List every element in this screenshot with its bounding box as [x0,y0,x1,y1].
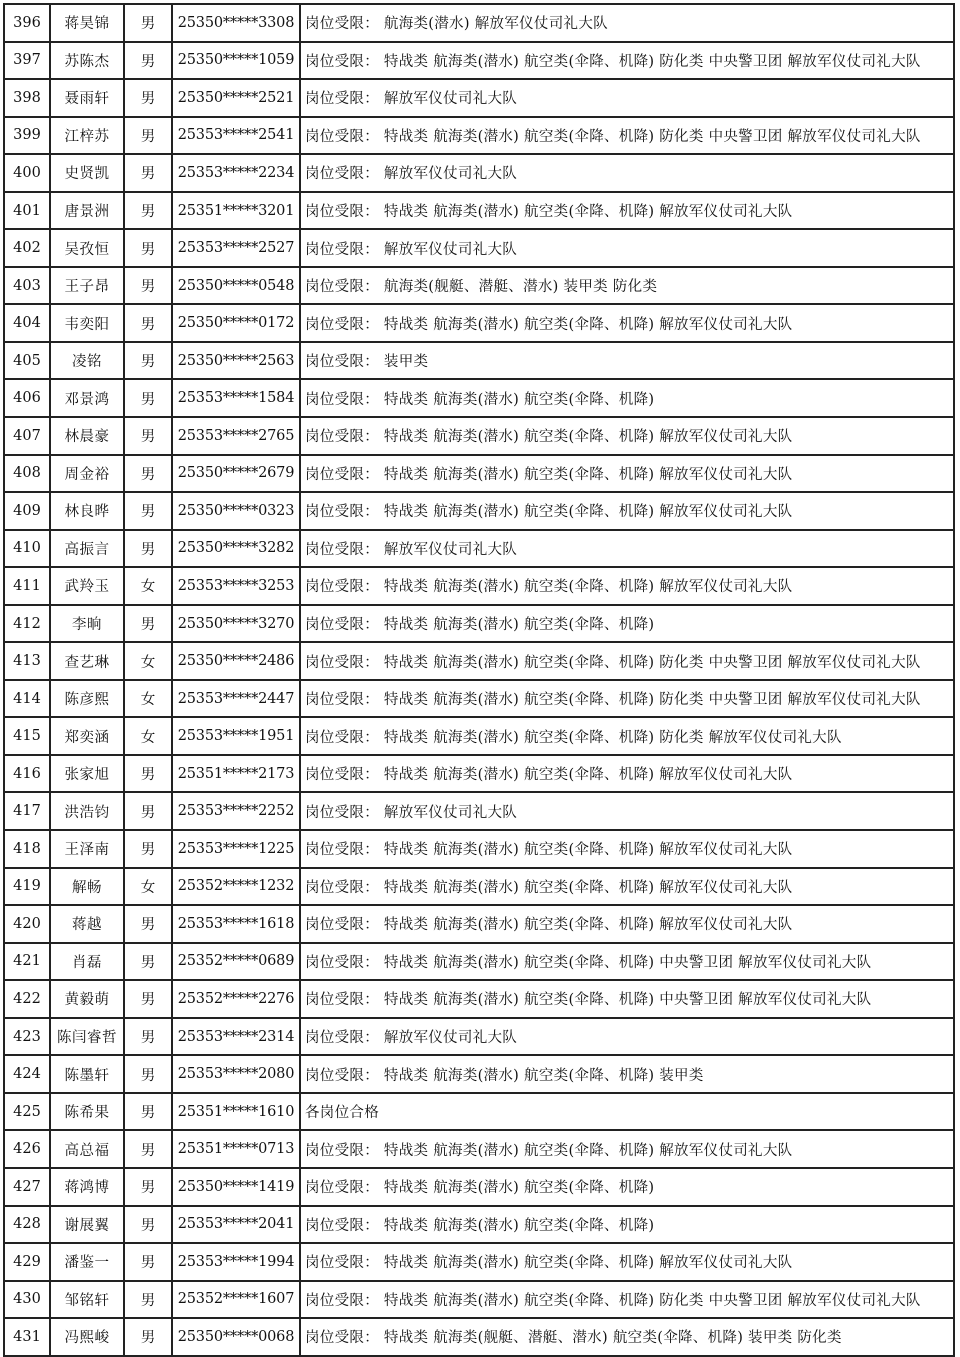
table-row [5,493,953,531]
person-name: 武羚玉 [51,568,125,604]
table-row [5,906,953,944]
post-restriction-note: 岗位受限： 特战类 航海类(舰艇、潜艇、潜水) 航空类(伞降、机降) 装甲类 防化类 [305,1330,842,1347]
post-restriction-note: 岗位受限： 特战类 航海类(潜水) 航空类(伞降、机降) 解放军仪仗司礼大队 [305,842,793,859]
table-row [5,1056,953,1094]
table-row [5,43,953,81]
id-number: 25353*****2314 [173,1019,301,1055]
gender: 男 [125,268,173,304]
table-row [5,1169,953,1207]
id-number: 25350*****1059 [173,43,301,79]
gender: 男 [125,380,173,416]
gender: 男 [125,981,173,1017]
person-name: 查艺琳 [51,643,125,679]
post-restriction-note: 岗位受限： 特战类 航海类(潜水) 航空类(伞降、机降) 防化类 中央警卫团 解放军仪仗司礼大队 [305,654,921,671]
row-number: 396 [5,5,51,41]
post-restriction-note: 岗位受限： 特战类 航海类(潜水) 航空类(伞降、机降) 解放军仪仗司礼大队 [305,579,793,596]
table-row [5,568,953,606]
id-number: 25352*****0689 [173,944,301,980]
id-number: 25350*****2679 [173,456,301,492]
post-restriction-note: 岗位受限： 特战类 航海类(潜水) 航空类(伞降、机降) 防化类 中央警卫团 解放军仪仗司礼大队 [305,53,921,70]
gender: 女 [125,568,173,604]
post-restriction-note: 岗位受限： 解放军仪仗司礼大队 [305,166,518,183]
gender: 男 [125,456,173,492]
person-name: 郑奕涵 [51,718,125,754]
gender: 男 [125,193,173,229]
id-number: 25353*****1951 [173,718,301,754]
row-number: 407 [5,418,51,454]
id-number: 25352*****2276 [173,981,301,1017]
post-restriction-note: 岗位受限： 特战类 航海类(潜水) 航空类(伞降、机降) 解放军仪仗司礼大队 [305,879,793,896]
gender: 男 [125,1131,173,1167]
row-number: 403 [5,268,51,304]
person-name: 苏陈杰 [51,43,125,79]
gender: 男 [125,793,173,829]
table-row [5,343,953,381]
row-number: 402 [5,230,51,266]
post-restriction-note: 岗位受限： 特战类 航海类(潜水) 航空类(伞降、机降) 装甲类 [305,1067,704,1084]
person-name: 林良晔 [51,493,125,529]
person-name: 蒋昊锦 [51,5,125,41]
id-number: 25353*****1225 [173,831,301,867]
post-restriction-note: 岗位受限： 特战类 航海类(潜水) 航空类(伞降、机降) 防化类 中央警卫团 解放军仪仗司礼大队 [305,128,921,145]
table-row [5,831,953,869]
post-restriction-note: 岗位受限： 特战类 航海类(潜水) 航空类(伞降、机降) 解放军仪仗司礼大队 [305,429,793,446]
post-restriction-note: 岗位受限： 特战类 航海类(潜水) 航空类(伞降、机降) [305,617,655,634]
person-name: 王泽南 [51,831,125,867]
id-number: 25350*****0548 [173,268,301,304]
post-restriction-note: 岗位受限： 特战类 航海类(潜水) 航空类(伞降、机降) 防化类 解放军仪仗司礼大队 [305,729,842,746]
row-number: 422 [5,981,51,1017]
person-name: 陈闫睿哲 [51,1019,125,1055]
id-number: 25353*****2541 [173,118,301,154]
gender: 男 [125,230,173,266]
table-row [5,981,953,1019]
person-name: 聂雨轩 [51,80,125,116]
person-name: 周金裕 [51,456,125,492]
id-number: 25353*****2234 [173,155,301,191]
id-number: 25353*****1618 [173,906,301,942]
person-name: 江梓苏 [51,118,125,154]
roster-table [3,3,955,1357]
post-restriction-note: 岗位受限： 特战类 航海类(潜水) 航空类(伞降、机降) 防化类 中央警卫团 解放军仪仗司礼大队 [305,692,921,709]
table-row [5,80,953,118]
post-restriction-note: 岗位受限： 特战类 航海类(潜水) 航空类(伞降、机降) [305,1180,655,1197]
id-number: 25350*****3282 [173,531,301,567]
person-name: 陈墨轩 [51,1056,125,1092]
row-number: 398 [5,80,51,116]
table-row [5,268,953,306]
person-name: 史贤凯 [51,155,125,191]
gender: 男 [125,1319,173,1355]
id-number: 25352*****1607 [173,1282,301,1318]
table-row [5,230,953,268]
table-row [5,456,953,494]
table-row [5,380,953,418]
gender: 男 [125,305,173,341]
person-name: 解畅 [51,869,125,905]
person-name: 吴孜恒 [51,230,125,266]
id-number: 25353*****1584 [173,380,301,416]
gender: 男 [125,80,173,116]
gender: 男 [125,606,173,642]
id-number: 25350*****0172 [173,305,301,341]
table-row [5,869,953,907]
id-number: 25353*****2041 [173,1207,301,1243]
post-restriction-note: 岗位受限： 装甲类 [305,354,429,371]
person-name: 谢展翼 [51,1207,125,1243]
person-name: 李晌 [51,606,125,642]
table-row [5,1094,953,1132]
post-restriction-note: 岗位受限： 特战类 航海类(潜水) 航空类(伞降、机降) 中央警卫团 解放军仪仗司礼大队 [305,954,872,971]
table-row [5,1207,953,1245]
row-number: 430 [5,1282,51,1318]
id-number: 25350*****1419 [173,1169,301,1205]
gender: 男 [125,43,173,79]
gender: 男 [125,1282,173,1318]
id-number: 25353*****2252 [173,793,301,829]
row-number: 401 [5,193,51,229]
gender: 女 [125,869,173,905]
post-restriction-note: 岗位受限： 特战类 航海类(潜水) 航空类(伞降、机降) 解放军仪仗司礼大队 [305,316,793,333]
gender: 女 [125,718,173,754]
row-number: 412 [5,606,51,642]
table-row [5,793,953,831]
person-name: 陈彦熙 [51,681,125,717]
row-number: 417 [5,793,51,829]
gender: 男 [125,1169,173,1205]
id-number: 25353*****2765 [173,418,301,454]
row-number: 418 [5,831,51,867]
row-number: 415 [5,718,51,754]
table-row [5,1019,953,1057]
id-number: 25353*****2080 [173,1056,301,1092]
row-number: 423 [5,1019,51,1055]
row-number: 426 [5,1131,51,1167]
table-row [5,1131,953,1169]
id-number: 25351*****1610 [173,1094,301,1130]
row-number: 399 [5,118,51,154]
gender: 男 [125,1056,173,1092]
table-row [5,155,953,193]
post-restriction-note: 岗位受限： 特战类 航海类(潜水) 航空类(伞降、机降) 防化类 中央警卫团 解放军仪仗司礼大队 [305,1292,921,1309]
post-restriction-note: 岗位受限： 特战类 航海类(潜水) 航空类(伞降、机降) 解放军仪仗司礼大队 [305,1142,793,1159]
id-number: 25352*****1232 [173,869,301,905]
post-restriction-note: 岗位受限： 解放军仪仗司礼大队 [305,541,518,558]
gender: 男 [125,343,173,379]
person-name: 韦奕阳 [51,305,125,341]
gender: 男 [125,531,173,567]
person-name: 高总福 [51,1131,125,1167]
post-restriction-note: 岗位受限： 解放军仪仗司礼大队 [305,241,518,258]
gender: 男 [125,1207,173,1243]
person-name: 凌铭 [51,343,125,379]
row-number: 411 [5,568,51,604]
row-number: 410 [5,531,51,567]
post-restriction-note: 岗位受限： 特战类 航海类(潜水) 航空类(伞降、机降) 解放军仪仗司礼大队 [305,466,793,483]
gender: 男 [125,1019,173,1055]
person-name: 黄毅萌 [51,981,125,1017]
post-restriction-note: 各岗位合格 [305,1105,379,1122]
person-name: 唐景洲 [51,193,125,229]
gender: 男 [125,756,173,792]
id-number: 25353*****2447 [173,681,301,717]
gender: 男 [125,906,173,942]
table-row [5,531,953,569]
person-name: 林晨豪 [51,418,125,454]
post-restriction-note: 岗位受限： 特战类 航海类(潜水) 航空类(伞降、机降) 解放军仪仗司礼大队 [305,767,793,784]
gender: 男 [125,155,173,191]
table-row [5,944,953,982]
gender: 男 [125,831,173,867]
person-name: 潘鉴一 [51,1244,125,1280]
person-name: 蒋越 [51,906,125,942]
table-row [5,418,953,456]
row-number: 406 [5,380,51,416]
id-number: 25350*****2563 [173,343,301,379]
gender: 男 [125,418,173,454]
post-restriction-note: 岗位受限： 解放军仪仗司礼大队 [305,1030,518,1047]
id-number: 25351*****0713 [173,1131,301,1167]
table-row [5,756,953,794]
post-restriction-note: 岗位受限： 解放军仪仗司礼大队 [305,804,518,821]
person-name: 肖磊 [51,944,125,980]
id-number: 25353*****2527 [173,230,301,266]
id-number: 25350*****2521 [173,80,301,116]
row-number: 429 [5,1244,51,1280]
table-row [5,718,953,756]
post-restriction-note: 岗位受限： 特战类 航海类(潜水) 航空类(伞降、机降) [305,1217,655,1234]
gender: 男 [125,1094,173,1130]
row-number: 404 [5,305,51,341]
row-number: 420 [5,906,51,942]
id-number: 25351*****3201 [173,193,301,229]
post-restriction-note: 岗位受限： 解放军仪仗司礼大队 [305,91,518,108]
row-number: 425 [5,1094,51,1130]
row-number: 408 [5,456,51,492]
person-name: 邹铭轩 [51,1282,125,1318]
table-row [5,5,953,43]
person-name: 王子昂 [51,268,125,304]
table-row [5,118,953,156]
gender: 男 [125,944,173,980]
row-number: 405 [5,343,51,379]
gender: 男 [125,5,173,41]
post-restriction-note: 岗位受限： 特战类 航海类(潜水) 航空类(伞降、机降) 解放军仪仗司礼大队 [305,204,793,220]
row-number: 421 [5,944,51,980]
post-restriction-note: 岗位受限： 特战类 航海类(潜水) 航空类(伞降、机降) 解放军仪仗司礼大队 [305,504,793,521]
gender: 男 [125,118,173,154]
gender: 男 [125,1244,173,1280]
person-name: 高振言 [51,531,125,567]
person-name: 张家旭 [51,756,125,792]
gender: 男 [125,493,173,529]
row-number: 427 [5,1169,51,1205]
row-number: 400 [5,155,51,191]
post-restriction-note: 岗位受限： 特战类 航海类(潜水) 航空类(伞降、机降) 解放军仪仗司礼大队 [305,1255,793,1272]
table-row [5,681,953,719]
table-row [5,606,953,644]
id-number: 25351*****2173 [173,756,301,792]
row-number: 413 [5,643,51,679]
table-row [5,1282,953,1320]
row-number: 419 [5,869,51,905]
person-name: 洪浩钧 [51,793,125,829]
table-row [5,1244,953,1282]
id-number: 25353*****3253 [173,568,301,604]
row-number: 428 [5,1207,51,1243]
person-name: 陈希果 [51,1094,125,1130]
id-number: 25350*****0068 [173,1319,301,1355]
gender: 女 [125,643,173,679]
id-number: 25350*****0323 [173,493,301,529]
post-restriction-note: 岗位受限： 特战类 航海类(潜水) 航空类(伞降、机降) 解放军仪仗司礼大队 [305,917,793,934]
id-number: 25353*****1994 [173,1244,301,1280]
person-name: 蒋鸿博 [51,1169,125,1205]
person-name: 邓景鸿 [51,380,125,416]
row-number: 414 [5,681,51,717]
id-number: 25350*****3270 [173,606,301,642]
table-row [5,193,953,231]
row-number: 431 [5,1319,51,1355]
post-restriction-note: 岗位受限： 特战类 航海类(潜水) 航空类(伞降、机降) [305,391,655,408]
row-number: 409 [5,493,51,529]
row-number: 397 [5,43,51,79]
table-row [5,1319,953,1357]
id-number: 25350*****2486 [173,643,301,679]
post-restriction-note: 岗位受限： 航海类(舰艇、潜艇、潜水) 装甲类 防化类 [305,279,658,296]
table-row [5,305,953,343]
row-number: 424 [5,1056,51,1092]
post-restriction-note: 岗位受限： 特战类 航海类(潜水) 航空类(伞降、机降) 中央警卫团 解放军仪仗司礼大队 [305,992,872,1009]
gender: 女 [125,681,173,717]
person-name: 冯熙峻 [51,1319,125,1355]
row-number: 416 [5,756,51,792]
table-row [5,643,953,681]
id-number: 25350*****3308 [173,5,301,41]
post-restriction-note: 岗位受限： 航海类(潜水) 解放军仪仗司礼大队 [305,16,608,33]
